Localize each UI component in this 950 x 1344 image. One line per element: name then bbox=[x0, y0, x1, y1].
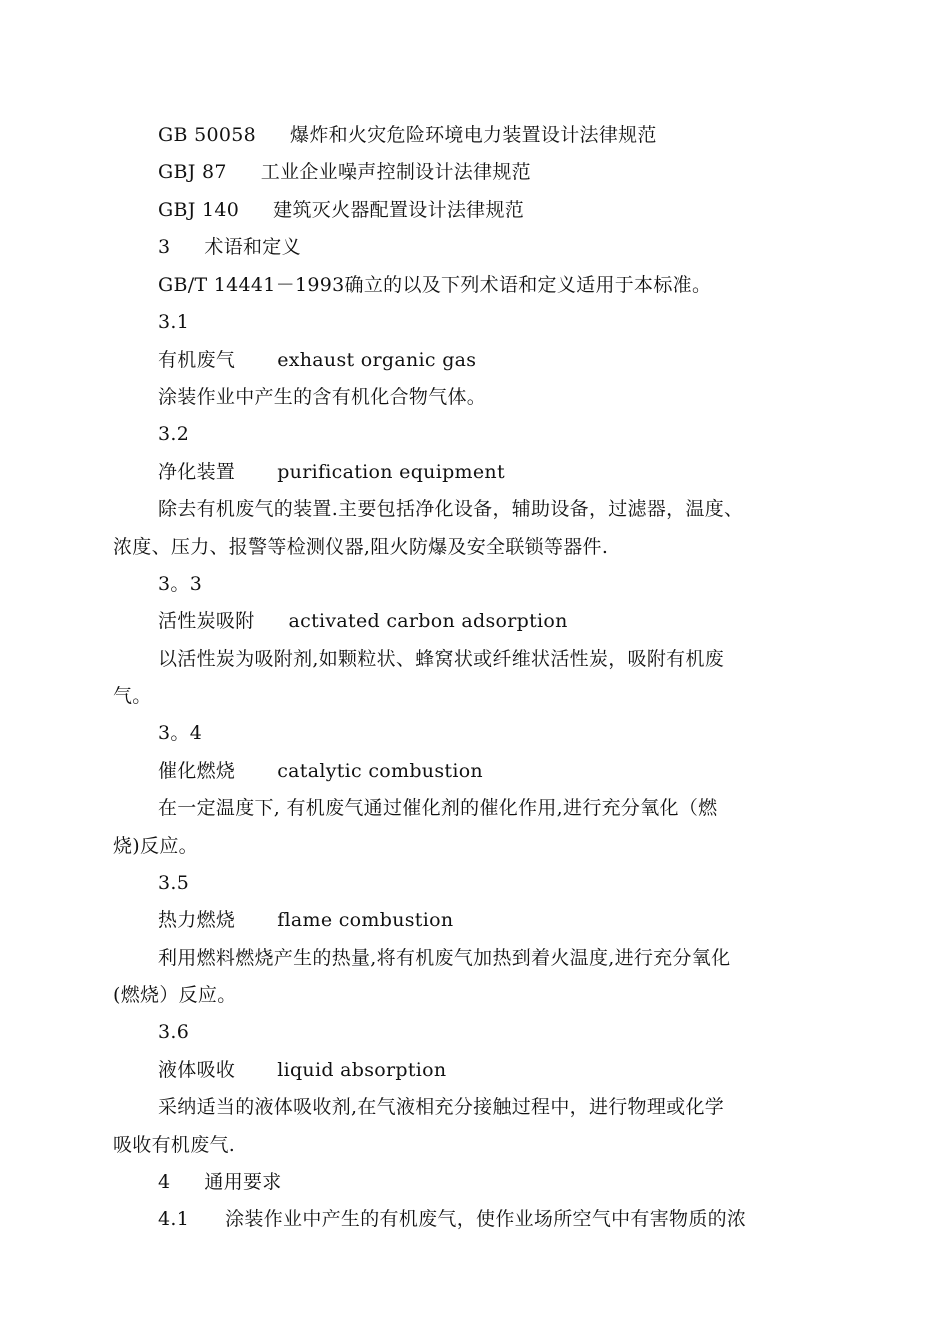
term-zh: 液体吸收 bbox=[158, 1059, 236, 1081]
clause-text: 涂装作业中产生的有机废气，使作业场所空气中有害物质的浓 bbox=[225, 1208, 747, 1230]
term-number: 3.5 bbox=[158, 872, 190, 894]
term-definition-cont: 烧)反应。 bbox=[113, 835, 198, 857]
term-en: liquid absorption bbox=[277, 1059, 447, 1081]
term-definition: 利用燃料燃烧产生的热量,将有机废气加热到着火温度,进行充分氧化 bbox=[158, 947, 731, 969]
term-heading bbox=[158, 1058, 446, 1082]
section-intro: GB/T 14441－1993确立的以及下列术语和定义适用于本标准。 bbox=[158, 274, 712, 296]
term-heading bbox=[158, 609, 568, 633]
term-definition: 以活性炭为吸附剂,如颗粒状、蜂窝状或纤维状活性炭，吸附有机废 bbox=[158, 648, 725, 670]
ref-title: 爆炸和火灾危险环境电力装置设计法律规范 bbox=[290, 124, 657, 146]
reference-line bbox=[158, 123, 657, 147]
term-definition: 采纳适当的液体吸收剂,在气液相充分接触过程中，进行物理或化学 bbox=[158, 1096, 725, 1118]
clause-number: 4.1 bbox=[158, 1208, 190, 1230]
ref-title: 建筑灭火器配置设计法律规范 bbox=[273, 199, 525, 221]
section-heading bbox=[158, 235, 301, 259]
term-definition: 在一定温度下, 有机废气通过催化剂的催化作用,进行充分氧化（燃 bbox=[158, 797, 718, 819]
term-heading bbox=[158, 348, 476, 372]
term-number: 3.6 bbox=[158, 1021, 190, 1043]
term-definition-cont: 气。 bbox=[113, 685, 152, 707]
term-zh: 有机废气 bbox=[158, 349, 236, 371]
section-number: 3 bbox=[158, 236, 171, 258]
term-definition-cont: 吸收有机废气. bbox=[113, 1134, 236, 1156]
term-definition: 涂装作业中产生的含有机化合物气体。 bbox=[158, 386, 487, 408]
term-zh: 催化燃烧 bbox=[158, 760, 236, 782]
term-en: catalytic combustion bbox=[277, 760, 483, 782]
section-title: 通用要求 bbox=[204, 1171, 282, 1193]
term-heading bbox=[158, 460, 505, 484]
reference-line bbox=[158, 160, 531, 184]
ref-code: GBJ 87 bbox=[158, 161, 227, 183]
clause-line bbox=[158, 1207, 746, 1231]
section-number: 4 bbox=[158, 1171, 171, 1193]
term-heading bbox=[158, 908, 453, 932]
term-definition-cont: 浓度、压力、报警等检测仪器,阻火防爆及安全联锁等器件. bbox=[113, 536, 609, 558]
reference-line bbox=[158, 198, 524, 222]
term-definition-cont: (燃烧）反应。 bbox=[113, 984, 237, 1006]
term-en: activated carbon adsorption bbox=[288, 610, 568, 632]
ref-code: GBJ 140 bbox=[158, 199, 240, 221]
ref-title: 工业企业噪声控制设计法律规范 bbox=[260, 161, 531, 183]
term-heading bbox=[158, 759, 483, 783]
ref-code: GB 50058 bbox=[158, 124, 257, 146]
term-zh: 热力燃烧 bbox=[158, 909, 236, 931]
term-number: 3。3 bbox=[158, 573, 203, 595]
term-en: flame combustion bbox=[277, 909, 454, 931]
term-number: 3.1 bbox=[158, 311, 190, 333]
term-number: 3.2 bbox=[158, 423, 190, 445]
term-number: 3。4 bbox=[158, 722, 203, 744]
term-en: exhaust organic gas bbox=[277, 349, 477, 371]
section-title: 术语和定义 bbox=[204, 236, 301, 258]
section-heading bbox=[158, 1170, 282, 1194]
term-definition: 除去有机废气的装置.主要包括净化设备，辅助设备，过滤器，温度、 bbox=[158, 498, 744, 520]
term-zh: 净化装置 bbox=[158, 461, 236, 483]
term-zh: 活性炭吸附 bbox=[158, 610, 255, 632]
term-en: purification equipment bbox=[277, 461, 505, 483]
